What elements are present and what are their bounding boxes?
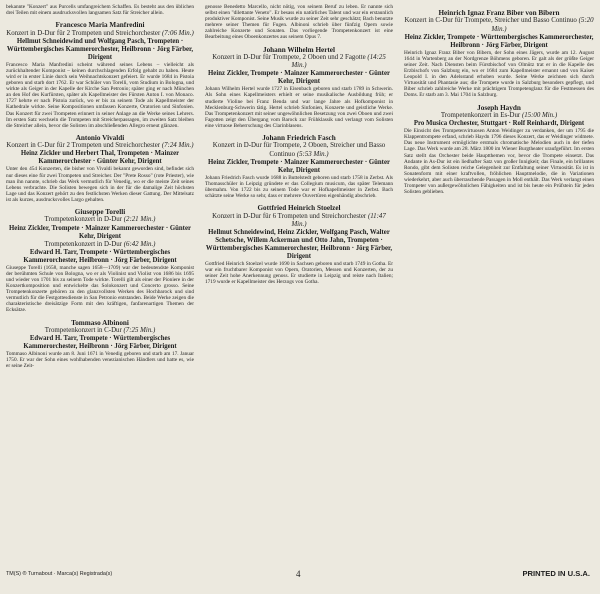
composer-name: Gottfried Heinrich Stoelzel [257,204,341,213]
work-duration: (14:25 Min.) [291,53,386,70]
work-duration: (7:25 Min.) [123,326,156,334]
notes-paragraph: Giuseppe Torelli (1658, manche sagen 1658—1709) war der bedeutendste Komponist der berühmten Schule von Bologna, wo er als Violinist und Violist von 1686 bis 1695 und wieder von 1701 bis zu seinem Tode wirkte. Torelli gilt als einer der Pioniere in der Konzertkomposition und entwickelte das Solokonzert und Concerto grosso. Seine Trompetenkonzerte gehören zu den glanzvollsten Werken des Hochbarock und sind vermutlich für die Festgottesdienste in San Petronio entstanden. Beide Werke zeigen die charakteristische dreisätzige Form mit den kräftigen, fanfarenartigen Themen der Ecksätze. [6,264,194,314]
page-footer [6,569,594,585]
intro-paragraph: bekannte "Konzert" aus Purcells umfangreichem Schaffen. Es besteht aus den üblichen drei Teilen mit einem ausdrucksvollen langsamen Satz für Streicher allein. [6,4,194,17]
printed-in-notice: PRINTED IN U.S.A. [522,569,590,578]
work-heading [205,204,393,261]
work-title [6,216,194,224]
work-duration: (2:21 Min.) [123,216,156,224]
composer-name: Francesco Maria Manfredini [55,21,145,30]
work-title [404,112,594,120]
composer-name: Giuseppe Torelli [74,208,126,216]
work-title-text: Konzert in C-Dur für 2 Trompeten und Streichorchester [6,142,161,150]
performers: Heinz Zickler, Trompete · Mainzer Kammerorchester · Günter Kehr, Dirigent [208,158,390,174]
column-left [6,4,194,564]
page-number: 4 [296,569,301,579]
work-title [205,54,393,70]
composer-name: Johann Wilhelm Hertel [262,45,335,54]
performers: Hellmut Schneidewind und Wolfgang Pasch, Trompeten · Württembergisches Kammerorchester, Heilbronn · Jörg Färber, Dirigent [6,37,194,61]
composer-name: Joseph Haydn [477,103,521,112]
work-duration: (15:00 Min.) [521,111,558,119]
work-title [6,327,194,335]
notes-paragraph: Francesco Maria Manfredini scheint während seines Lebens – vielleicht als zurückhaltender Komponist – keinen durchschlagenden Erfolg gehabt zu haben. Heute wird er in erster Linie durch sein Weihnachtskonzert gefeiert. Er wurde 1684 in Pistoia geboren und starb dort 1762. Er war Schüler von Torelli, vom Studium in Bologna, und wirkte als Geiger in der Kapelle der Kirche San Petronio; später ging er nach München an den Hof des Kurfürsten, später als Kapellmeister des Fürsten Anton I. von Monaco. 1727 kehrte er nach Pistoia zurück, wo er bis zu seinem Tode als Kapellmeister der Kathedrale wirkte. Seine Kompositionen umfassen Konzerte, Oratorien und Sinfonien. Das Konzert für zwei Trompeten erinnert in seiner Anlage an die Werke seines Lehrers. Im ersten Satz wechseln die Trompeten mit Streicherpassagen, im zweiten Satz bleiben die Streicher allein, bevor die Solisten im abschließenden Allegro erneut glänzen. [6,61,194,129]
notes-paragraph: Unter den 454 Konzerten, die bisher von Vivaldi bekannt geworden sind, befindet sich nur dieses eine für zwei Trompeten und Streicher. Der "Prete Rosso" (rote Priester), wie man ihn nannte, schrieb das Werk vermutlich für Venedig, wo er die meiste Zeit seines Lebens verbrachte. Die Solisten bewegen sich in der für die damalige Zeit höchsten Lage und das Konzert gehört zu den festlichsten Werken dieser Gattung. Der Mittelsatz ist als kurzes, ausdrucksvolles Largo gehalten. [6,166,194,203]
work-title [6,241,194,249]
notes-paragraph: Die Einsicht des Trompetenvirtuosen Anton Weidinger zu verdanken, der um 1795 die Klappentrompete erfand, schrieb Haydn 1796 dieses Konzert, das er Weidinger widmete. Das neue Instrument ermöglichte erstmals chromatische Melodien auch in der tiefen Lage. Das Werk wurde am 28. März 1800 im Wiener Burgtheater uraufgeführt. Im ersten Satz stellt das Orchester beide Hauptthemen vor, bevor die Trompete einsetzt. Das Andante in As-Dur ist ein liedhafter Satz von großer Innigkeit; das Finale, ein brillantes Rondo, gibt dem Solisten reiche Gelegenheit zur Entfaltung seiner Virtuosität. Es ist in Sonatenform mit einer kraftvollen, fröhlichen Hauptmelodie, die in Variationen wiederkehrt, aber auch überraschende Passagen in Moll enthält. Das Werk verlangt einen Trompeter von außergewöhnlichen Fähigkeiten und ist bis heute ein Prüfstein für jeden Solisten geblieben. [404,128,594,196]
work-duration: (7:06 Min.) [162,29,194,37]
performers: Heinz Zickler, Trompete · Mainzer Kammerorchester · Günter Kehr, Dirigent [208,70,390,86]
column-middle [205,4,393,564]
column-right [404,4,594,564]
work-heading [205,46,393,87]
work-title-text: Konzert in D-Dur für 2 Trompeten und Streichorchester [6,29,161,37]
composer-name: Heinrich Ignaz Franz Biber von Bibern [438,9,560,17]
performers: Heinz Zickler und Herbert Thal, Trompeten · Mainzer Kammerorchester · Günter Kehr, Dirigent [20,150,180,166]
work-title [205,213,393,229]
work-title-text: Konzert in D-Dur für Trompete, 2 Oboen und 2 Fagotte [212,53,366,61]
composer-name: Tommaso Albinoni [71,318,129,327]
work-heading [6,21,194,62]
work-title-text: Konzert in D-Dur für 6 Trompeten und Streichorchester [212,212,367,220]
notes-paragraph: Tommaso Albinoni wurde am 8. Juni 1671 in Venedig geboren und starb am 17. Januar 1750. Er war der Sohn eines wohlhabenden venezianischen Händlers und hatte es, wie er seine Zeit- [6,351,194,370]
work-title [6,30,194,38]
work-title-text: Trompetenkonzert in C-Dur [44,326,122,334]
work-heading [404,9,594,50]
work-title-text: Trompetenkonzert in D-Dur [44,216,122,224]
notes-paragraph: Johann Wilhelm Hertel wurde 1727 in Eisenbach geboren und starb 1789 in Schwerin. Als Sohn eines Kapellmeisters erhielt er seine musikalische Ausbildung früh; er studierte Violine bei Franz Benda und war lange Jahre als Hofkomponist in Mecklenburg-Schwerin tätig. Hertel schrieb Sinfonien, Konzerte und geistliche Werke. Das Trompetenkonzert mit seiner ungewöhnlichen Besetzung von zwei Oboen und zwei Fagotten zeigt den Übergang vom Barock zur Frühklassik und verlangt vom Solisten eine virtuose Beherrschung des Clarinblasens. [205,86,393,129]
work-duration: (7:24 Min.) [161,142,194,150]
performers: Heinz Zickler, Trompete · Mainzer Kammerorchester · Günter Kehr, Dirigent [9,224,191,240]
work-heading [205,134,393,175]
performers: Pro Musica Orchester, Stuttgart · Rolf Reinhardt, Dirigent [413,120,585,128]
notes-paragraph: Gottfried Heinrich Stoelzel wurde 1690 in Sachsen geboren und starb 1749 in Gotha. Er war ein fruchtbarer Komponist von Opern, Oratorien, Messen und Konzerten, der zu seiner Zeit hohe Anerkennung genoss. Er studierte in Leipzig und reiste nach Italien; 1719 wurde er Kapellmeister des Herzogs von Gotha. [205,261,393,286]
trademark-notice: TM(S) ® Turnabout · Marca(s) Registrada(s) [6,571,113,577]
performers: Hellmut Schneidewind, Heinz Zickler, Wolfgang Pasch, Walter Schetsche, Willem Ackerman und Otto Jahn, Trompeten · Württembergisches Kammerorchester, Heilbronn · Jörg Färber, Dirigent [205,229,393,261]
intro-paragraph: genosse Benedetto Marcello, nicht nötig, von seinem Beruf zu leben. Er nannte sich selbst einen "dilettante Veneto". Er besass ein natürliches Talent und war ein erstaunlich produktiver Komponist. Seine Musik wurde zu seiner Zeit sehr geschätzt; Bach benutzte mehrere seiner Themen für Fugen. Albinoni schrieb über fünfzig Opern sowie zahlreiche Konzerte und Sonaten. Das vorliegende Trompetenkonzert ist eine Bearbeitung eines Oboenkonzertes aus seinem Opus 7. [205,4,393,41]
performers: Edward H. Tarr, Trompete · Württembergisches Kammerorchester, Heilbronn · Jörg Färber, Dirigent [23,335,177,351]
work-title-text: Konzert in D-Dur für Trompete, 2 Oboen, Streicher und Basso Continuo [212,142,386,158]
work-duration: (11:47 Min.) [291,212,386,228]
work-title [6,142,194,150]
composer-name: Johann Friedrich Fasch [262,134,336,143]
work-title-text: Trompetenkonzert in D-Dur [44,240,122,248]
performers: Heinz Zickler, Trompete · Württembergisches Kammerorchester, Heilbronn · Jörg Färber, Dirigent [404,33,594,49]
notes-paragraph: Heinrich Ignaz Franz Biber von Bibern, der Sohn eines Jägers, wurde am 12. August 1644 in Wartenberg an der Nordgrenze Böhmens geboren. Er galt als der größte Geiger seiner Zeit. Nach Diensten beim Fürstbischof von Olmütz trat er in die Kapelle des Erzbischofs von Salzburg ein, wo er 1684 zum Kapellmeister ernannt und von Kaiser Leopold I. in den Adelsstand erhoben wurde. Seine Werke zeichnen sich durch Virtuosität und Phantasie aus; die Trompete wurde in Salzburg besonders gepflegt, und Biber schrieb zahlreiche Werke mit prächtigem Trompetenglanz für die Festmessen des Doms. Er starb am 3. Mai 1704 in Salzburg. [404,49,594,99]
work-heading [404,104,594,129]
work-heading [6,319,194,352]
work-heading [6,134,194,167]
work-duration: (5:53 Min.) [296,150,329,158]
work-title [205,142,393,158]
work-title [404,17,594,33]
work-duration: (6:42 Min.) [123,240,156,248]
work-title-text: Trompetenkonzert in Es-Dur [440,111,521,119]
performers: Edward H. Tarr, Trompete · Württembergisches Kammerorchester, Heilbronn · Jörg Färber, Dirigent [23,248,177,264]
notes-paragraph: Johann Friedrich Fasch wurde 1688 in Buttelstedt geboren und starb 1758 in Zerbst. Als Thomasschüler in Leipzig gründete er das Collegium musicum, das später Telemann übernahm. Von 1722 bis zu seinem Tode war er Hofkapellmeister in Zerbst. Bach schätzte seine Werke so sehr, dass er mehrere Ouvertüren eigenhändig abschrieb. [205,174,393,200]
work-title-text: Konzert in C-Dur für Trompete, Streicher und Basso Continuo [404,17,577,25]
composer-name: Antonio Vivaldi [75,133,125,142]
work-heading [6,208,194,265]
work-duration: (5:20 Min.) [491,17,594,33]
